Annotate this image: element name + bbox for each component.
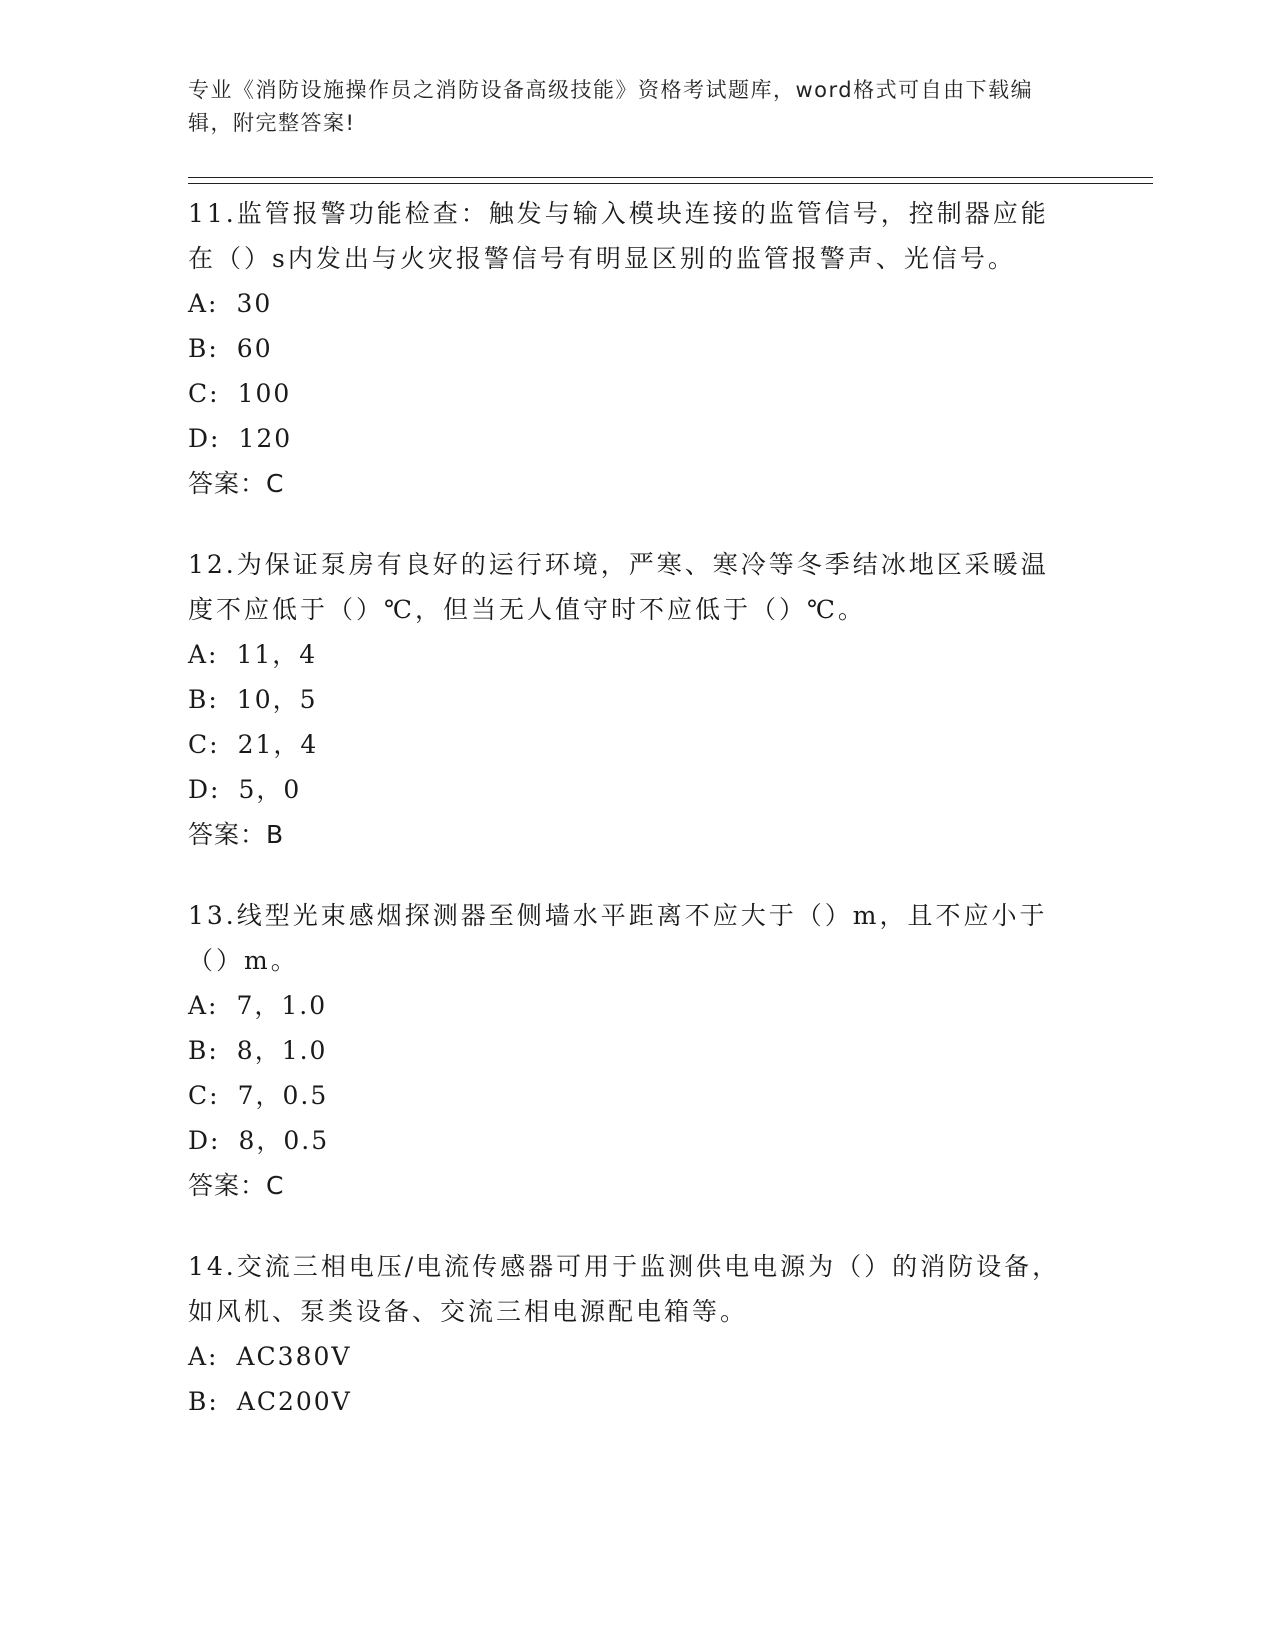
document-intro-text: 专业《消防设施操作员之消防设备高级技能》资格考试题库，word格式可自由下载编辑，附完整答案! <box>188 78 1034 135</box>
option-letter: B: <box>188 1387 219 1416</box>
question-stem: 11.监管报警功能检查：触发与输入模块连接的监管信号，控制器应能在（）s内发出与火灾报警信号有明显区别的监管报警声、光信号。 <box>188 199 1049 273</box>
option-text: 10，5 <box>236 685 318 714</box>
option-text: 5，0 <box>238 775 302 804</box>
option-letter: C: <box>188 730 220 759</box>
option-letter: B: <box>188 334 219 363</box>
option-letter: C: <box>188 1081 220 1110</box>
question-stem: 14.交流三相电压/电流传感器可用于监测供电电源为（）的消防设备，如风机、泵类设备、交流三相电源配电箱等。 <box>188 1252 1061 1326</box>
option-text: 60 <box>236 334 273 363</box>
option-c <box>188 371 1068 416</box>
option-text: 7，0.5 <box>237 1081 329 1110</box>
option-a <box>188 983 1068 1028</box>
option-letter: A: <box>188 289 219 318</box>
option-letter: B: <box>188 685 219 714</box>
option-text: 8，0.5 <box>238 1126 330 1155</box>
option-letter: D: <box>188 775 221 804</box>
question-list <box>188 191 1068 1460</box>
option-c <box>188 1073 1068 1118</box>
option-b <box>188 1379 1068 1424</box>
question-stem: 12.为保证泵房有良好的运行环境，严寒、寒冷等冬季结冰地区采暖温度不应低于（）℃，但当无人值守时不应低于（）℃。 <box>188 550 1049 624</box>
option-d <box>188 1118 1068 1163</box>
option-letter: A: <box>188 991 219 1020</box>
option-text: 120 <box>238 424 293 453</box>
answer-line: 答案：B <box>188 820 285 849</box>
option-letter: D: <box>188 424 221 453</box>
question-item <box>188 191 1068 506</box>
header-divider-bottom <box>188 183 1153 184</box>
option-text: 7，1.0 <box>236 991 328 1020</box>
question-stem: 13.线型光束感烟探测器至侧墙水平距离不应大于（）m，且不应小于（）m。 <box>188 901 1048 975</box>
option-text: 8，1.0 <box>236 1036 328 1065</box>
option-c <box>188 722 1068 767</box>
option-b <box>188 326 1068 371</box>
option-letter: A: <box>188 640 219 669</box>
option-text: AC200V <box>236 1387 352 1416</box>
option-letter: C: <box>188 379 220 408</box>
option-text: 100 <box>237 379 292 408</box>
question-item <box>188 1244 1068 1424</box>
option-d <box>188 416 1068 461</box>
option-text: 11，4 <box>236 640 318 669</box>
option-letter: D: <box>188 1126 221 1155</box>
option-a <box>188 1334 1068 1379</box>
option-letter: B: <box>188 1036 219 1065</box>
header-divider-top <box>188 177 1153 178</box>
option-b <box>188 1028 1068 1073</box>
option-text: AC380V <box>236 1342 352 1371</box>
option-text: 30 <box>236 289 273 318</box>
option-letter: A: <box>188 1342 219 1371</box>
question-item <box>188 893 1068 1208</box>
answer-line: 答案：C <box>188 469 285 498</box>
option-d <box>188 767 1068 812</box>
option-b <box>188 677 1068 722</box>
option-text: 21，4 <box>237 730 319 759</box>
question-item <box>188 542 1068 857</box>
option-a <box>188 632 1068 677</box>
answer-line: 答案：C <box>188 1171 285 1200</box>
option-a <box>188 281 1068 326</box>
